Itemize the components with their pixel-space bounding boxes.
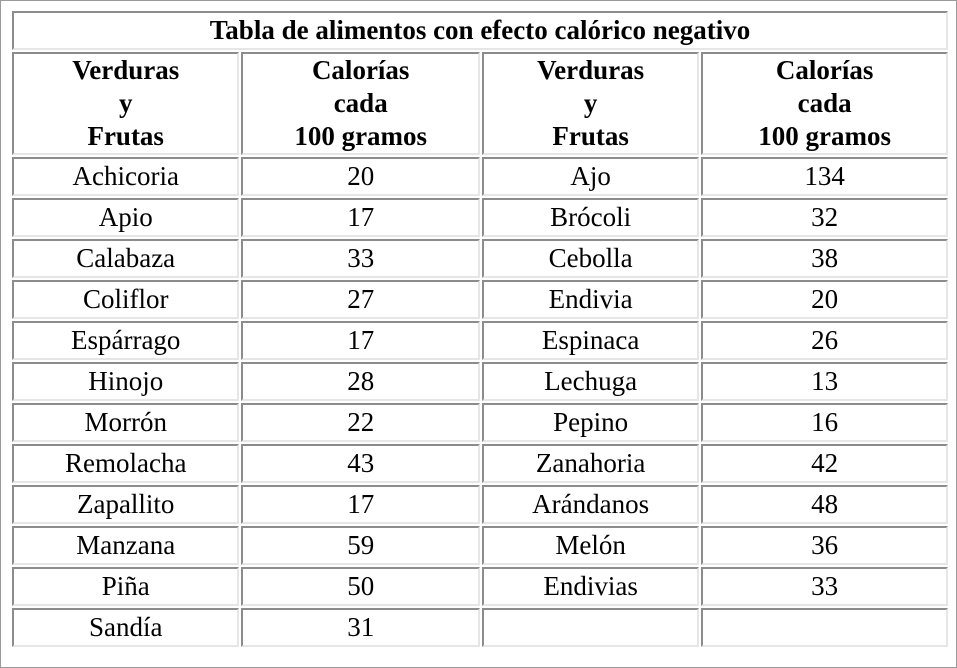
table-title: Tabla de alimentos con efecto calórico negativo (12, 11, 948, 50)
food-name-cell: Calabaza (12, 239, 239, 278)
food-name-cell: Ajo (482, 157, 699, 196)
table-row (12, 526, 948, 565)
calories-cell: 48 (701, 485, 948, 524)
food-name-cell: Piña (12, 567, 239, 606)
table-row (12, 280, 948, 319)
food-name-cell: Melón (482, 526, 699, 565)
calories-cell: 16 (701, 403, 948, 442)
table-row (12, 403, 948, 442)
table-row (12, 362, 948, 401)
table-row (12, 444, 948, 483)
food-name-cell: Zapallito (12, 485, 239, 524)
food-name-cell (482, 608, 699, 647)
food-name-cell: Lechuga (482, 362, 699, 401)
calories-cell: 20 (701, 280, 948, 319)
header-food-line: Verduras (72, 55, 180, 85)
calorie-table (10, 9, 950, 649)
food-name-cell: Hinojo (12, 362, 239, 401)
header-food-line: Frutas (552, 121, 629, 151)
table-row (12, 198, 948, 237)
title-row (12, 11, 948, 50)
food-name-cell: Sandía (12, 608, 239, 647)
calories-cell: 17 (241, 198, 480, 237)
header-food-line: y (118, 88, 133, 118)
calories-cell: 13 (701, 362, 948, 401)
calories-cell: 38 (701, 239, 948, 278)
calories-cell: 17 (241, 485, 480, 524)
table-row (12, 321, 948, 360)
food-name-cell: Manzana (12, 526, 239, 565)
table-row (12, 157, 948, 196)
header-calories-line: 100 gramos (294, 121, 428, 151)
food-name-cell: Morrón (12, 403, 239, 442)
header-calories-line: 100 gramos (758, 121, 891, 151)
calories-cell: 50 (241, 567, 480, 606)
food-name-cell: Apio (12, 198, 239, 237)
calories-cell: 33 (241, 239, 480, 278)
calories-cell: 43 (241, 444, 480, 483)
table-row (12, 608, 948, 647)
food-name-cell: Arándanos (482, 485, 699, 524)
calories-cell: 33 (701, 567, 948, 606)
header-food-line: y (583, 88, 598, 118)
calories-cell: 17 (241, 321, 480, 360)
food-name-cell: Zanahoria (482, 444, 699, 483)
calories-cell: 20 (241, 157, 480, 196)
header-food-left (12, 52, 239, 155)
header-row (12, 52, 948, 155)
calories-cell: 26 (701, 321, 948, 360)
table-row (12, 485, 948, 524)
food-name-cell: Espárrago (12, 321, 239, 360)
header-calories-line: cada (797, 88, 852, 118)
calories-cell: 32 (701, 198, 948, 237)
calories-cell: 59 (241, 526, 480, 565)
food-name-cell: Espinaca (482, 321, 699, 360)
calories-cell: 134 (701, 157, 948, 196)
calories-cell: 36 (701, 526, 948, 565)
header-food-right (482, 52, 699, 155)
calories-cell: 22 (241, 403, 480, 442)
header-food-line: Frutas (87, 121, 164, 151)
food-name-cell: Cebolla (482, 239, 699, 278)
calories-cell (701, 608, 948, 647)
table-row (12, 567, 948, 606)
food-name-cell: Brócoli (482, 198, 699, 237)
food-name-cell: Coliflor (12, 280, 239, 319)
calories-cell: 42 (701, 444, 948, 483)
header-calories-right (701, 52, 948, 155)
calories-cell: 27 (241, 280, 480, 319)
food-name-cell: Endivias (482, 567, 699, 606)
header-calories-line: cada (333, 88, 388, 118)
food-name-cell: Achicoria (12, 157, 239, 196)
food-name-cell: Endivia (482, 280, 699, 319)
header-calories-line: Calorías (775, 55, 874, 85)
table-row (12, 239, 948, 278)
calories-cell: 31 (241, 608, 480, 647)
header-calories-left (241, 52, 480, 155)
food-name-cell: Remolacha (12, 444, 239, 483)
food-name-cell: Pepino (482, 403, 699, 442)
header-food-line: Verduras (537, 55, 645, 85)
calories-cell: 28 (241, 362, 480, 401)
header-calories-line: Calorías (311, 55, 410, 85)
